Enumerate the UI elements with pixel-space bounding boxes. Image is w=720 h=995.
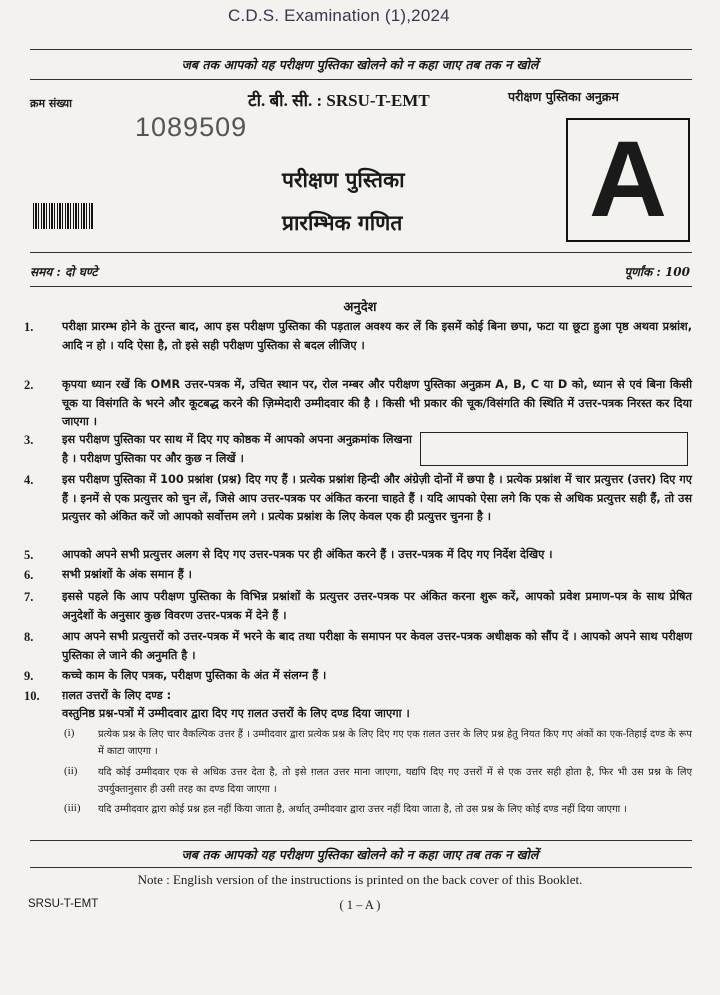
instruction-text: कच्चे काम के लिए पत्रक, परीक्षण पुस्तिका के अंत में संलग्न हैं ।: [62, 669, 327, 682]
english-version-note: Note : English version of the instructions is printed on the back cover of this Booklet.: [137, 872, 583, 887]
penalty-intro: वस्तुनिष्ठ प्रश्न-पत्रों में उम्मीदवार द्वारा दिए गए ग़लत उत्तरों के लिए दण्ड दिया जाएगा ।: [62, 707, 410, 720]
time-top-rule: [30, 252, 692, 253]
banner-rule: [30, 79, 692, 80]
instruction-number: 6.: [24, 568, 34, 582]
roll-number-box[interactable]: [420, 432, 688, 466]
do-not-open-footer-banner: जब तक आपको यह परीक्षण पुस्तिका खोलने को न कहा जाए तब तक न खोलें: [181, 847, 539, 862]
footer-bottom-rule: [30, 867, 692, 868]
instruction-number: 2.: [24, 378, 34, 392]
footer-top-rule: [30, 840, 692, 841]
time-allowed: समय : दो घण्टे: [30, 265, 98, 279]
instruction-text: परीक्षा प्रारम्भ होने के तुरन्त बाद, आप इस परीक्षण पुस्तिका की पड़ताल अवश्य कर लें कि इसमें कोई बिना छपा, फटा या छूटा हुआ पृष्ठ अथवा प्रश्नांश, आदि न हो । यदि ऐसा है, तो इसे सही परीक्षण पुस्तिका से बदल लीजिए ।: [62, 320, 692, 352]
instruction-number: 9.: [24, 669, 34, 683]
instruction-text: इस परीक्षण पुस्तिका में 100 प्रश्नांश (प्रश्न) दिए गए हैं । प्रत्येक प्रश्नांश हिन्दी और अंग्रेज़ी दोनों में छपा है । प्रत्येक प्रश्नांश में चार प्रत्युत्तर (उत्तर) दिए गए हैं । इनमें से एक प्रत्युत्तर को चुन लें, जिसे आप उत्तर-पत्रक पर अंकित करना चाहते हैं । यदि आपको ऐसा लगे कि एक से अधिक प्रत्युत्तर सही हैं, तो उस प्रत्युत्तर को अंकित करें जो आपको सर्वोत्तम लगे । प्रत्येक प्रश्नांश के लिए केवल एक ही प्रत्युत्तर चुनना है ।: [62, 473, 692, 523]
instruction-text: आपको अपने सभी प्रत्युत्तर अलग से दिए गए उत्तर-पत्रक पर ही अंकित करने हैं । उत्तर-पत्रक में दिए गए निर्देश देखिए ।: [62, 548, 553, 561]
instructions-heading: अनुदेश: [343, 300, 377, 315]
instruction-number: 10.: [24, 689, 40, 703]
penalty-heading: ग़लत उत्तरों के लिए दण्ड :: [62, 689, 172, 702]
instruction-number: 8.: [24, 630, 34, 644]
penalty-item-text: यदि उम्मीदवार द्वारा कोई प्रश्न हल नहीं किया जाता है, अर्थात् उम्मीदवार द्वारा उत्तर नहीं दिया जाता है, तो उस प्रश्न के लिए कोई दण्ड नहीं दिया जाएगा ।: [98, 804, 627, 815]
penalty-item-number: (i): [64, 727, 75, 739]
instruction-number: 5.: [24, 548, 34, 562]
series-box: [566, 118, 690, 242]
instruction-number: 4.: [24, 473, 34, 487]
do-not-open-banner: जब तक आपको यह परीक्षण पुस्तिका खोलने को न कहा जाए तब तक न खोलें: [181, 57, 539, 72]
subject-title: प्रारम्भिक गणित: [282, 211, 403, 235]
page-number: ( 1 – A ): [339, 898, 381, 912]
series-letter: A: [589, 118, 667, 239]
footer-code: SRSU-T-EMT: [28, 898, 99, 910]
penalty-item-text: यदि कोई उम्मीदवार एक से अधिक उत्तर देता है, तो इसे ग़लत उत्तर माना जाएगा, यद्यपि दिए गए उत्तरों में से एक उत्तर सही होता है, फिर भी उस प्रश्न के लिए उपर्युक्तानुसार ही उसी तरह का दण्ड दिया जाएगा ।: [98, 767, 692, 795]
serial-label: क्रम संख्या: [30, 97, 72, 110]
instruction-text: आप अपने सभी प्रत्युत्तरों को उत्तर-पत्रक में भरने के बाद तथा परीक्षा के समापन पर केवल उत्तर-पत्रक अधीक्षक को सौंप दें । आपको अपने साथ परीक्षण पुस्तिका ले जाने की अनुमति है ।: [62, 630, 692, 662]
tbc-code: टी. बी. सी. : SRSU-T-EMT: [248, 91, 430, 110]
penalty-item-text: प्रत्येक प्रश्न के लिए चार वैकल्पिक उत्तर हैं । उम्मीदवार द्वारा प्रत्येक प्रश्न के लिए दिए गए एक ग़लत उत्तर के लिए प्रश्न हेतु नियत किए गए अंकों का एक-तिहाई दण्ड के रूप में काटा जाएगा ।: [98, 729, 692, 757]
instruction-text: इससे पहले कि आप परीक्षण पुस्तिका के विभिन्न प्रश्नांशों के प्रत्युत्तर उत्तर-पत्रक पर अंकित करना शुरू करें, आपको प्रवेश प्रमाण-पत्र के साथ प्रेषित अनुदेशों के अनुसार कुछ विवरण उत्तर-पत्रक में देने हैं ।: [62, 590, 692, 622]
exam-title: C.D.S. Examination (1),2024: [228, 6, 450, 25]
max-marks: पूर्णांक : 100: [624, 265, 690, 279]
booklet-title: परीक्षण पुस्तिका: [282, 168, 405, 192]
time-bottom-rule: [30, 286, 692, 287]
instruction-number: 7.: [24, 590, 34, 604]
instruction-text: सभी प्रश्नांशों के अंक समान हैं ।: [62, 568, 192, 581]
instruction-text: इस परीक्षण पुस्तिका पर साथ में दिए गए कोष्ठक में आपको अपना अनुक्रमांक लिखना है । परीक्षण पुस्तिका पर और कुछ न लिखें ।: [62, 433, 412, 465]
series-label: परीक्षण पुस्तिका अनुक्रम: [508, 89, 619, 104]
instruction-text: कृपया ध्यान रखें कि OMR उत्तर-पत्रक में, उचित स्थान पर, रोल नम्बर और परीक्षण पुस्तिका अनुक्रम A, B, C या D को, ध्यान से एवं बिना किसी चूक या विसंगति के भरने और कूटबद्ध करने की ज़िम्मेदारी उम्मीदवार की है । किसी भी प्रकार की चूक/विसंगति की स्थिति में उत्तर-पत्रक निरस्त कर दिया जाएगा ।: [62, 378, 692, 428]
top-rule: [30, 49, 692, 50]
barcode-icon: [33, 203, 93, 229]
instruction-number: 1.: [24, 320, 34, 334]
penalty-item-number: (ii): [64, 765, 78, 777]
penalty-item-number: (iii): [64, 802, 81, 814]
serial-number: 1089509: [135, 112, 248, 142]
instruction-number: 3.: [24, 433, 34, 447]
